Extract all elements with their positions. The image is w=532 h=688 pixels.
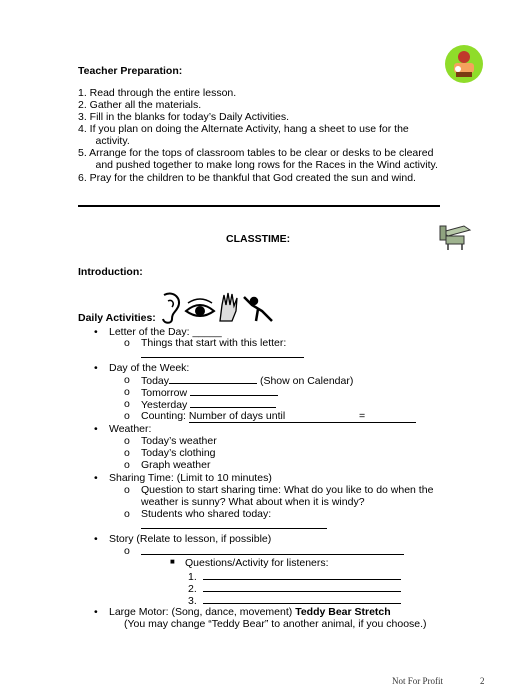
weather-item: Today’s clothing xyxy=(141,447,216,459)
prep-item-5-cont: and pushed together to make long rows for the Races in the Wind activity. xyxy=(78,159,438,171)
tomorrow-row: Tomorrow xyxy=(141,386,278,399)
bullet: • xyxy=(94,362,98,374)
bullet: • xyxy=(94,606,98,618)
daily-heading: Daily Activities: xyxy=(78,312,156,324)
story-item-2: 2. xyxy=(188,582,401,595)
sub-bullet: o xyxy=(124,508,130,520)
prep-item-6: 6. Pray for the children to be thankful that God created the sun and wind. xyxy=(78,172,416,184)
senses-icons xyxy=(158,291,276,325)
day-of-week: Day of the Week: xyxy=(109,362,190,374)
prep-heading: Teacher Preparation: xyxy=(78,65,183,77)
prep-item-4: 4. If you plan on doing the Alternate Activity, hang a sheet to use for the xyxy=(78,123,409,135)
sharing-time: Sharing Time: (Limit to 10 minutes) xyxy=(109,472,272,484)
sub-bullet: o xyxy=(124,410,130,422)
sub-bullet: o xyxy=(124,459,130,471)
footer-text: Not For Profit xyxy=(392,676,444,686)
ear-icon xyxy=(163,294,179,323)
letter-of-day: Letter of the Day: _____ xyxy=(109,326,222,338)
counting-row: Counting: Number of days until = xyxy=(141,410,416,423)
story-item-1: 1. xyxy=(188,570,401,583)
teacher-apple-icon xyxy=(444,44,484,84)
bullet: • xyxy=(94,326,98,338)
weather: Weather: xyxy=(109,423,152,435)
prep-item-1: 1. Read through the entire lesson. xyxy=(78,87,237,99)
classtime-heading: CLASSTIME: xyxy=(226,233,291,245)
letter-sub: Things that start with this letter: xyxy=(141,337,287,349)
prep-item-4-cont: activity. xyxy=(78,135,130,147)
large-motor-note: (You may change “Teddy Bear” to another animal, if you choose.) xyxy=(124,618,427,630)
sub-bullet: o xyxy=(124,447,130,459)
weather-item: Today’s weather xyxy=(141,435,217,447)
story-item-3: 3. xyxy=(188,594,401,607)
sub-bullet: o xyxy=(124,484,130,496)
sharing-question: Question to start sharing time: What do you like to do when the xyxy=(141,484,434,496)
stretch-figure-icon xyxy=(244,297,272,321)
yesterday-row: Yesterday xyxy=(141,398,276,411)
prep-item-5: 5. Arrange for the tops of classroom tables to be clear or desks to be cleared xyxy=(78,147,434,159)
sharing-question-cont: weather is sunny? What about when it is windy? xyxy=(141,496,365,508)
desk-icon xyxy=(438,222,474,252)
prep-item-3: 3. Fill in the blanks for today’s Daily Activities. xyxy=(78,111,290,123)
intro-heading: Introduction: xyxy=(78,266,143,278)
page-number: 2 xyxy=(480,676,485,686)
sub-bullet: o xyxy=(124,374,130,386)
story-questions: Questions/Activity for listeners: xyxy=(185,557,329,569)
sub-bullet: o xyxy=(124,337,130,349)
sub-bullet: o xyxy=(124,435,130,447)
letter-blank xyxy=(141,348,304,358)
bullet: • xyxy=(94,423,98,435)
section-divider xyxy=(78,205,440,207)
bullet: • xyxy=(94,533,98,545)
today-row: Today (Show on Calendar) xyxy=(141,375,354,387)
students-blank xyxy=(141,519,327,529)
story-blank xyxy=(141,545,404,555)
sub-bullet: o xyxy=(124,545,130,557)
bullet: • xyxy=(94,472,98,484)
eye-icon xyxy=(186,299,214,316)
weather-item: Graph weather xyxy=(141,459,211,471)
hand-icon xyxy=(220,293,237,321)
story: Story (Relate to lesson, if possible) xyxy=(109,533,272,545)
prep-item-2: 2. Gather all the materials. xyxy=(78,99,202,111)
large-motor: Large Motor: (Song, dance, movement) Teddy Bear Stretch xyxy=(109,606,391,618)
sub-bullet: o xyxy=(124,386,130,398)
square-bullet: ■ xyxy=(170,557,175,566)
sharing-students: Students who shared today: xyxy=(141,508,272,520)
sub-bullet: o xyxy=(124,398,130,410)
